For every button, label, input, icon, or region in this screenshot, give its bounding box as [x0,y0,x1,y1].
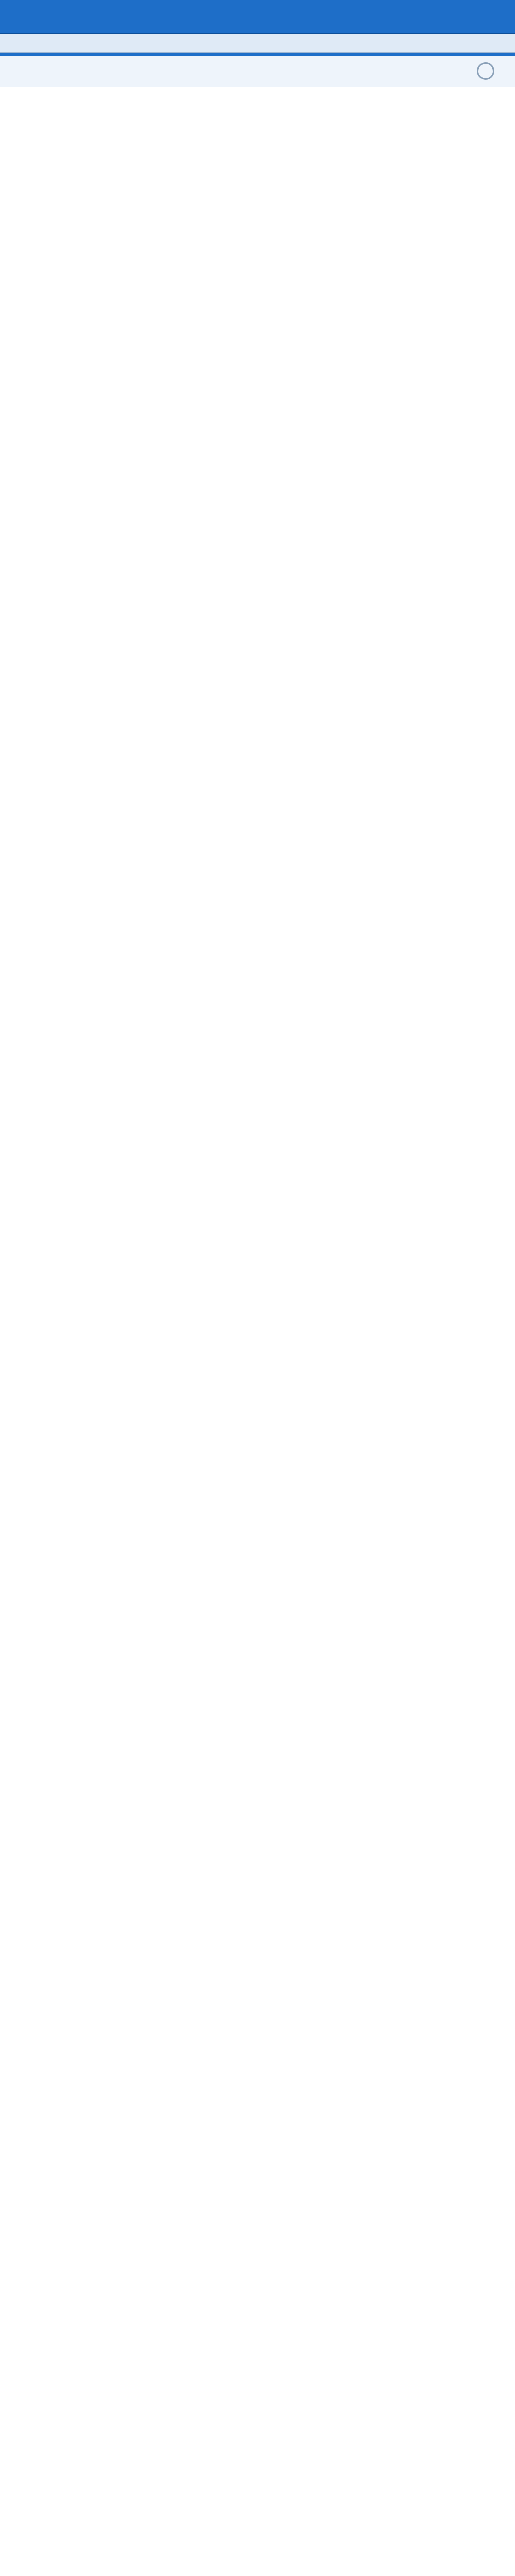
xueqiu-logo-icon [477,62,494,80]
watermark [0,56,515,87]
page-title [0,0,515,34]
table-header [0,34,515,53]
leaderboard-page [0,0,515,87]
